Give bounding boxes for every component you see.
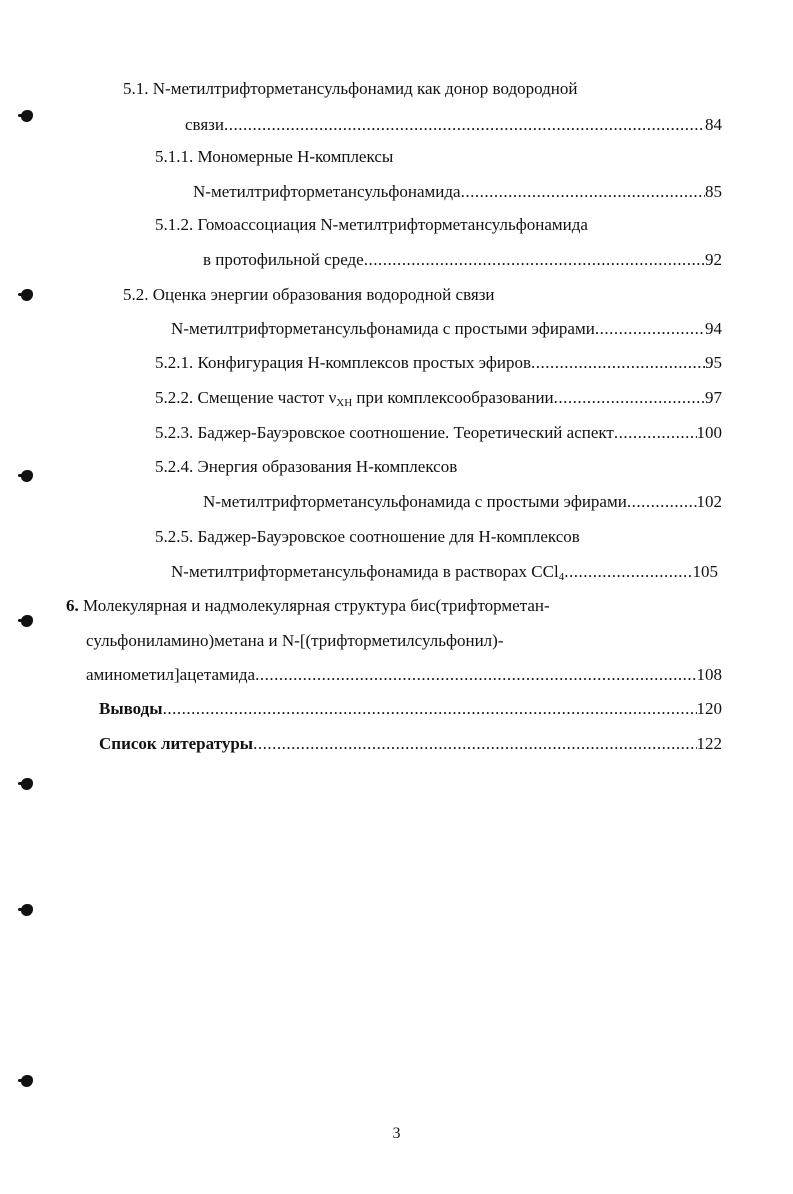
binder-hole-mark xyxy=(21,289,33,301)
subscript: 4 xyxy=(558,571,565,583)
binder-hole-mark xyxy=(21,1075,33,1087)
toc-page-number: 95 xyxy=(705,353,722,372)
toc-entry-5-2-1-title: 5.2.1. Конфигурация Н-комплексов простых эфиров xyxy=(155,353,532,372)
chapter-number: 6. xyxy=(66,596,79,615)
toc-entry-5-2-2-row[interactable] xyxy=(155,387,722,409)
toc-entry-5-2-2-title: 5.2.2. Смещение частот $\nu_{XH}$ при комплексообразовании xyxy=(155,388,554,409)
toc-entry-5-1-2-cont: в протофильной среде xyxy=(203,250,364,269)
leader-dots xyxy=(614,422,697,444)
binder-hole-mark xyxy=(21,110,33,122)
leader-dots xyxy=(627,491,697,513)
toc-entry-5-2-1-row[interactable] xyxy=(155,352,722,374)
toc-entry-5-2-cont: N-метилтрифторметансульфонамида с простыми эфирами xyxy=(171,319,595,338)
toc-page-number: 105 xyxy=(692,562,718,581)
toc-entry-5-2-4-title: 5.2.4. Энергия образования Н-комплексов xyxy=(155,457,458,476)
toc-entry-6-line3: аминометил]ацетамида xyxy=(86,665,256,684)
toc-entry-5-1-row[interactable] xyxy=(185,114,722,136)
toc-entry-6-title: 6. Молекулярная и надмолекулярная структура бис(трифторметан- xyxy=(66,596,550,615)
toc-page-number: 108 xyxy=(696,665,722,684)
toc-entry-5-2-row[interactable] xyxy=(171,318,722,340)
toc-entry-5-1-2-title: 5.1.2. Гомоассоциация N-метилтрифторметансульфонамида xyxy=(155,215,588,234)
toc-page-number: 92 xyxy=(705,250,722,269)
toc-entry-5-1-cont: связи xyxy=(185,115,224,134)
toc-page-number: 122 xyxy=(696,734,722,753)
toc-page-number: 85 xyxy=(705,182,722,201)
toc-entry-5-2-5-title: 5.2.5. Баджер-Бауэровское соотношение для Н-комплексов xyxy=(155,527,580,546)
toc-page-number: 97 xyxy=(705,388,722,407)
toc-entry-references-row[interactable] xyxy=(99,733,722,755)
toc-entry-5-2-4-cont: N-метилтрифторметансульфонамида с простыми эфирами xyxy=(203,492,627,511)
binder-hole-mark xyxy=(21,904,33,916)
toc-entry-5-2-3-row[interactable] xyxy=(155,422,722,444)
binder-hole-mark xyxy=(21,470,33,482)
binder-hole-mark xyxy=(21,778,33,790)
leader-dots xyxy=(224,114,705,136)
toc-entry-5-1-1-title: 5.1.1. Мономерные Н-комплексы xyxy=(155,147,394,166)
toc-entry-5-2-4-row[interactable] xyxy=(203,491,722,513)
toc-page-number: 94 xyxy=(705,319,722,338)
leader-dots xyxy=(461,181,705,203)
page-number: 3 xyxy=(392,1125,401,1142)
leader-dots xyxy=(364,249,705,271)
toc-entry-references-title: Список литературы xyxy=(99,734,254,753)
toc-entry-6-row[interactable] xyxy=(86,664,722,686)
binder-hole-mark xyxy=(21,615,33,627)
toc-page-number: 100 xyxy=(696,423,722,442)
toc-entry-6-line2: сульфониламино)метана и N-[(трифторметилсульфонил)- xyxy=(86,631,504,650)
toc-page-number: 120 xyxy=(696,699,722,718)
toc-entry-5-1-title: 5.1. N-метилтрифторметансульфонамид как донор водородной xyxy=(123,79,578,98)
toc-entry-5-1-1-cont: N-метилтрифторметансульфонамида xyxy=(193,182,461,201)
leader-dots xyxy=(564,561,692,583)
leader-dots xyxy=(253,733,696,755)
toc-entry-5-2-title: 5.2. Оценка энергии образования водородной связи xyxy=(123,285,495,304)
leader-dots xyxy=(255,664,696,686)
subscript: XH xyxy=(336,397,353,409)
toc-entry-5-2-3-title: 5.2.3. Баджер-Бауэровское соотношение. Теоретический аспект xyxy=(155,423,614,442)
toc-entry-conclusions-title: Выводы xyxy=(99,699,163,718)
toc-entry-conclusions-row[interactable] xyxy=(99,698,722,720)
toc-page-number: 102 xyxy=(696,492,722,511)
toc-page-number: 84 xyxy=(705,115,722,134)
toc-entry-5-1-1-row[interactable] xyxy=(193,181,722,203)
leader-dots xyxy=(595,318,705,340)
leader-dots xyxy=(163,698,697,720)
leader-dots xyxy=(531,352,705,374)
toc-entry-5-1-2-row[interactable] xyxy=(203,249,722,271)
leader-dots xyxy=(554,387,705,409)
toc-entry-5-2-5-cont: N-метилтрифторметансульфонамида в растворах CCl$_4$ xyxy=(171,562,565,583)
toc-entry-5-2-5-row[interactable] xyxy=(171,561,718,583)
